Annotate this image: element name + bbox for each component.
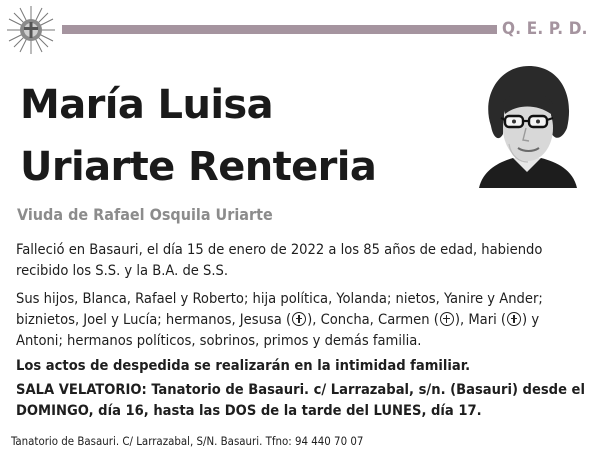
footer-contact: Tanatorio de Basauri. C/ Larrazabal, S/N. Basauri. Tfno: 94 440 70 07 bbox=[11, 434, 364, 448]
deceased-first-name: María Luisa bbox=[20, 82, 274, 128]
death-announcement: Falleció en Basauri, el día 15 de enero de 2022 a los 85 años de edad, habiendo recibido los S.S. y la B.A. de S.S. bbox=[16, 241, 543, 279]
wake-room-details: SALA VELATORIO: Tanatorio de Basauri. c/ Larrazabal, s/n. (Basauri) desde el DOMINGO, día 16, hasta las DOS de la tarde del LUNES, día 17. bbox=[16, 381, 585, 419]
sacred-emblem-icon bbox=[5, 4, 57, 56]
circled-cross-icon bbox=[440, 312, 454, 326]
family-text-2: ), Concha, Carmen ( bbox=[307, 311, 439, 328]
family-text-3: ), Mari ( bbox=[454, 311, 507, 328]
header-rule bbox=[62, 25, 497, 34]
qepd-label: Q. E. P. D. bbox=[502, 19, 588, 39]
deceased-surname: Uriarte Renteria bbox=[20, 144, 377, 190]
family-list bbox=[16, 288, 586, 351]
portrait-photo bbox=[473, 62, 581, 188]
family-text-1: Sus hijos, Blanca, Rafael y Roberto; hija política, Yolanda; nietos, Yanire y Ander; biznietos, Joel y Lucía; hermanos, Jesusa ( bbox=[16, 290, 543, 328]
circled-cross-icon bbox=[507, 312, 521, 326]
circled-cross-icon bbox=[292, 312, 306, 326]
family-text-4: ) y Antoni; hermanos políticos, sobrinos, primos y demás familia. bbox=[16, 311, 540, 349]
widow-of-line: Viuda de Rafael Osquila Uriarte bbox=[17, 205, 273, 224]
farewell-notice: Los actos de despedida se realizarán en la intimidad familiar. bbox=[16, 357, 471, 374]
